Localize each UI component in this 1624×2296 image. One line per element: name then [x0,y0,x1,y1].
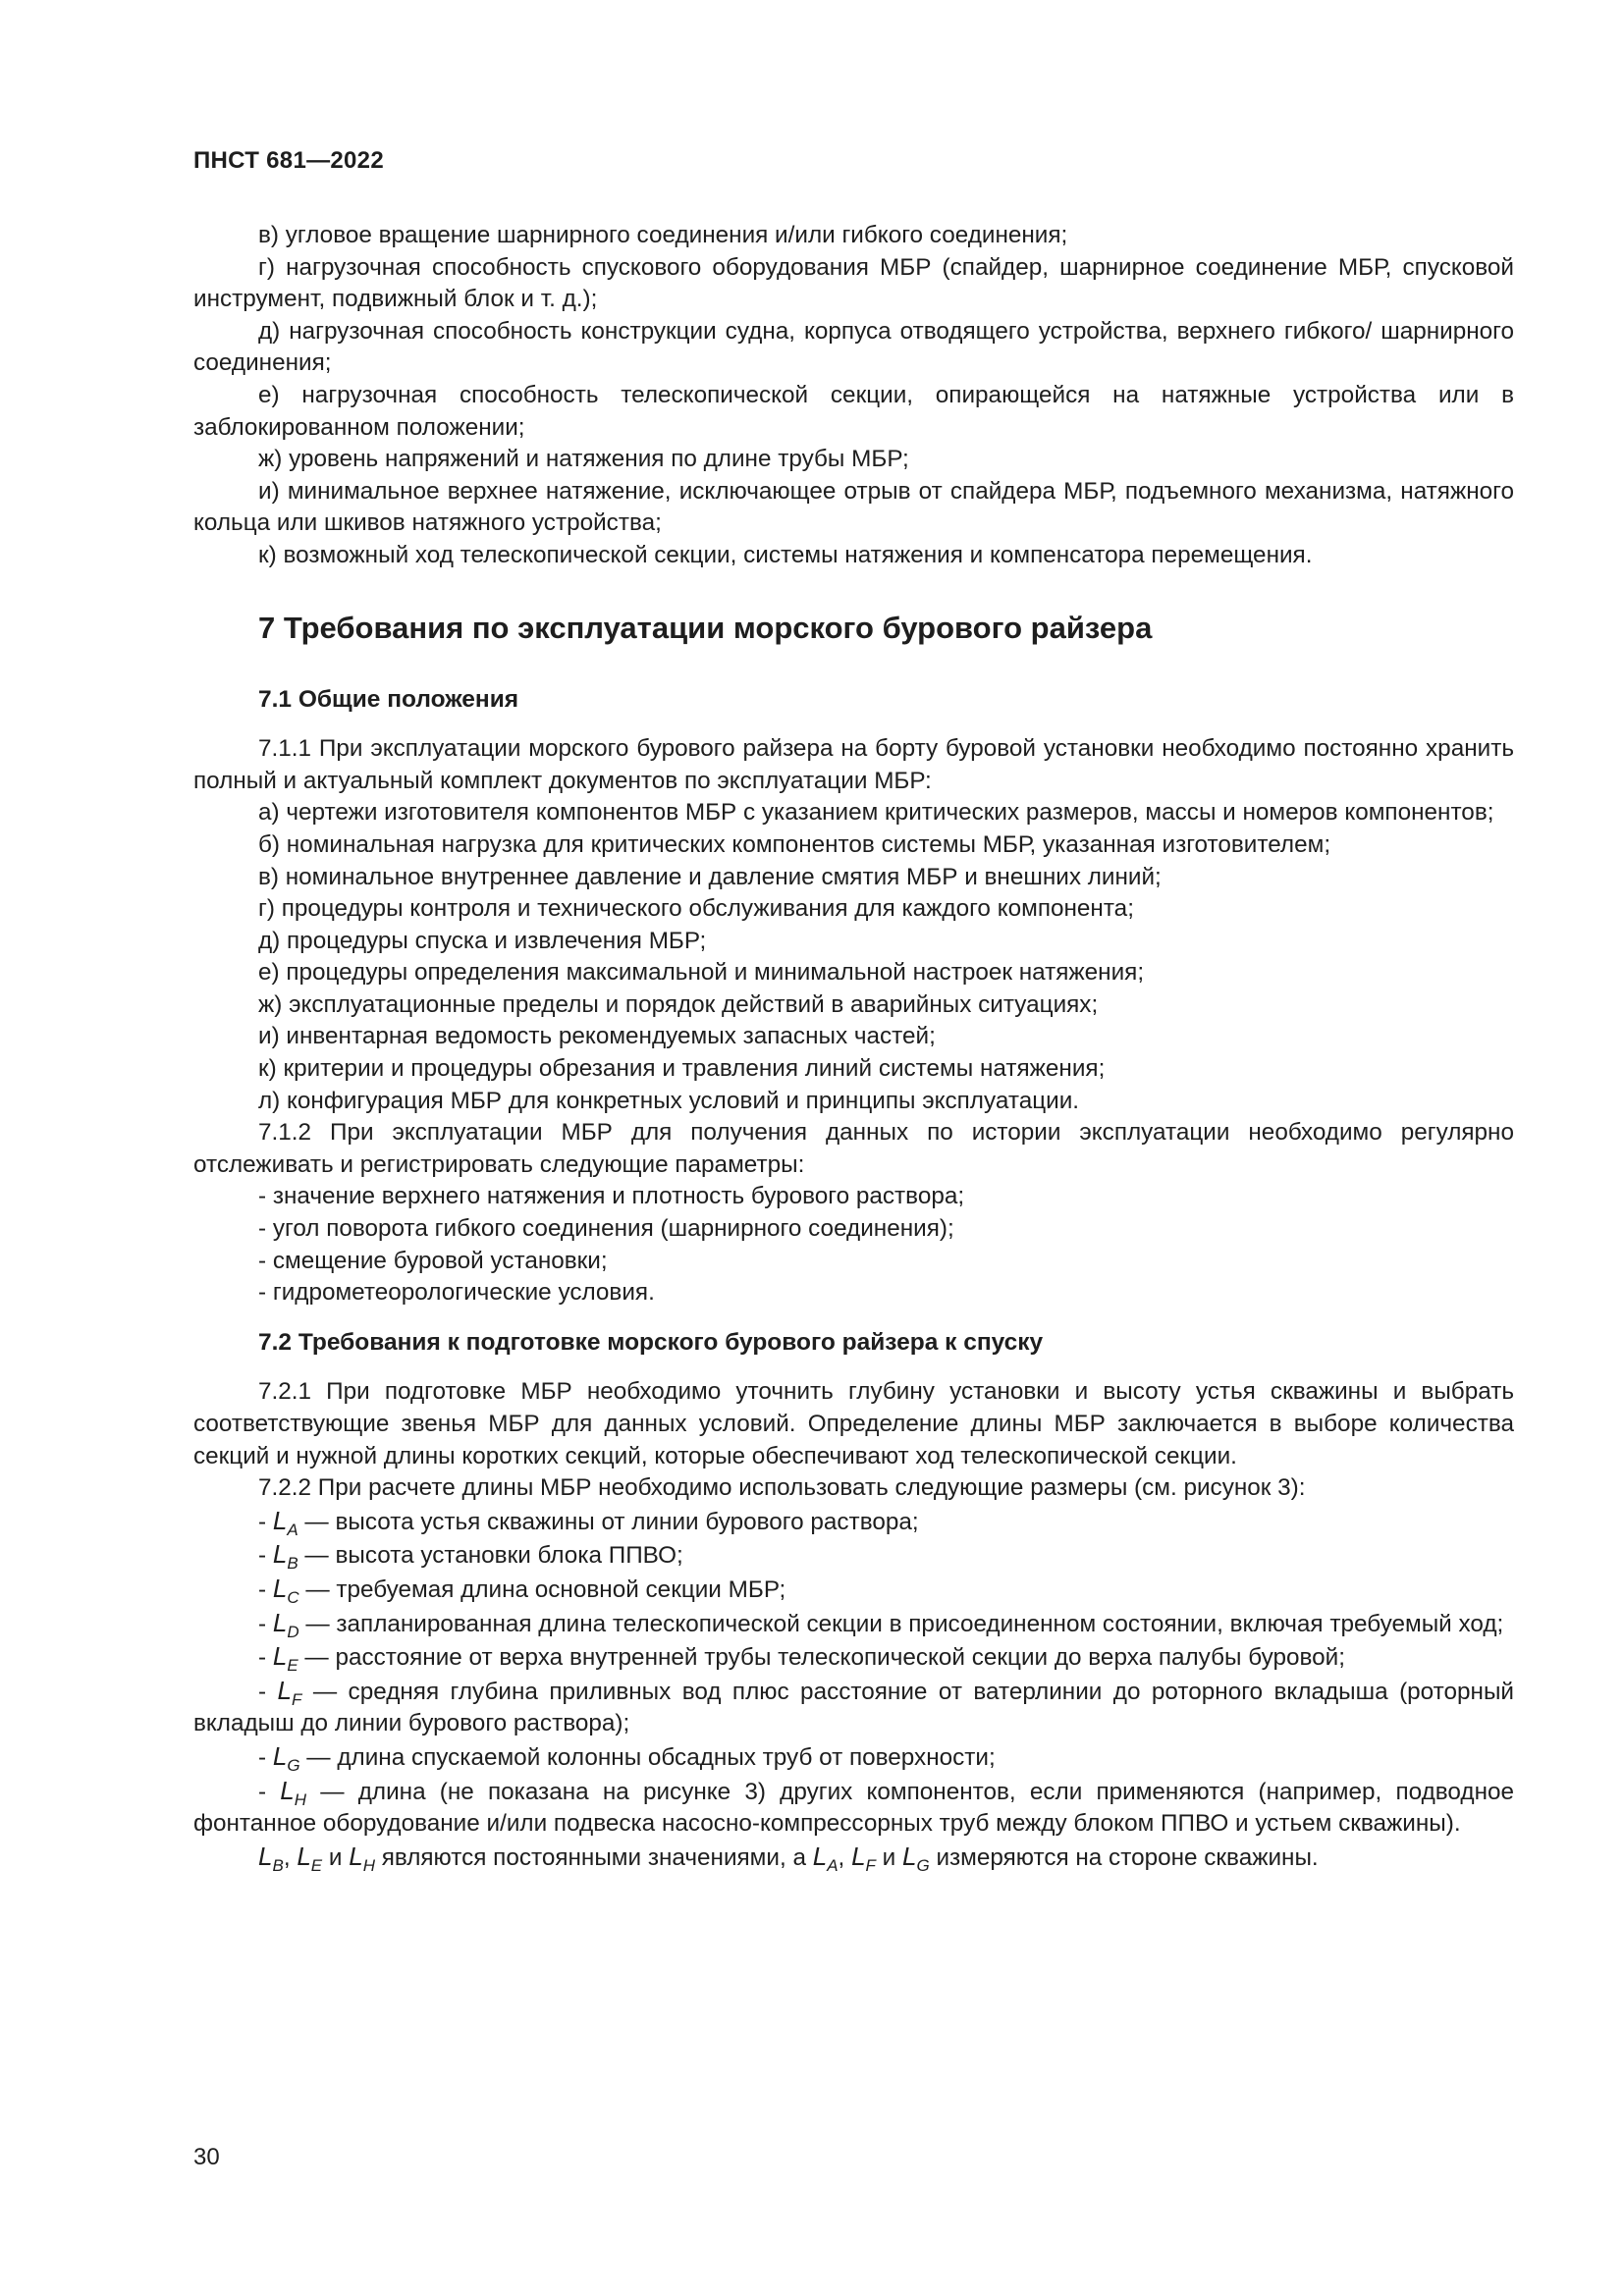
page-number: 30 [193,2144,220,2170]
list-item: ж) уровень напряжений и натяжения по длине трубы МБР; [258,446,909,473]
list-item: г) нагрузочная способность спускового оборудования МБР (спайдер, шарнирное соединение МБР, спусковой инструмент, подвижный блок и т. д.); [193,253,1514,313]
list-item: г) процедуры контроля и технического обслуживания для каждого компонента; [258,895,1134,923]
dimension-item: - $L_A$ — высота устья скважины от линии бурового раствора; [258,1505,919,1539]
paragraph-7-1-1: 7.1.1 При эксплуатации морского бурового райзера на борту буровой установки необходимо постоянно хранить полный и актуальный комплект документов по эксплуатации МБР: [193,735,1514,794]
dash-item: - значение верхнего натяжения и плотность бурового раствора; [258,1183,965,1210]
list-item: б) номинальная нагрузка для критических компонентов системы МБР, указанная изготовителем; [258,830,1331,858]
paragraph-7-2-2: 7.2.2 При расчете длины МБР необходимо использовать следующие размеры (см. рисунок 3): [258,1474,1306,1502]
list-item: ж) эксплуатационные пределы и порядок действий в аварийных ситуациях; [258,990,1099,1018]
document-code: ПНСТ 681—2022 [193,147,384,174]
list-item: д) нагрузочная способность конструкции судна, корпуса отводящего устройства, верхнего гибкого/ шарнирного соединения; [193,317,1514,377]
list-item: е) нагрузочная способность телескопической секции, опирающейся на натяжные устройства или в заблокированном положении; [193,381,1514,441]
list-item: к) критерии и процедуры обрезания и травления линий системы натяжения; [258,1055,1106,1083]
list-item: к) возможный ход телескопической секции, системы натяжения и компенсатора перемещения. [258,541,1313,568]
list-item: и) инвентарная ведомость рекомендуемых запасных частей; [258,1023,936,1050]
dimension-item: - $L_F$ — средняя глубина приливных вод плюс расстояние от ватерлинии до роторного вкладыша (роторный вкладыш до линии бурового раствора); [193,1675,1514,1737]
list-item: и) минимальное верхнее натяжение, исключающее отрыв от спайдера МБР, подъемного механизма, натяжного кольца или шкивов натяжного устройства; [193,477,1514,537]
dimension-item: - $L_C$ — требуемая длина основной секции МБР; [258,1573,786,1607]
list-item: в) номинальное внутреннее давление и давление смятия МБР и внешних линий; [258,863,1162,890]
dimension-item: - $L_H$ — длина (не показана на рисунке 3) других компонентов, если применяются (например, подводное фонтанное оборудование и/или подвеска насосно-компрессорных труб между блоком ППВО и устьем скважины). [193,1775,1515,1838]
section-7-heading: 7 Требования по эксплуатации морского бурового райзера [258,610,1153,645]
list-item: а) чертежи изготовителя компонентов МБР с указанием критических размеров, массы и номеров компонентов; [258,799,1494,827]
dash-item: - угол поворота гибкого соединения (шарнирного соединения); [258,1215,954,1243]
dimension-item: - $L_D$ — запланированная длина телескопической секции в присоединенном состоянии, включая требуемый ход; [258,1607,1504,1641]
dash-item: - гидрометеорологические условия. [258,1279,655,1307]
dimension-summary: $L_B$, $L_E$ и $L_H$ являются постоянными значениями, а $L_A$, $L_F$ и $L_G$ измеряются на стороне скважины. [258,1841,1319,1875]
dimension-item: - $L_E$ — расстояние от верха внутренней трубы телескопической секции до верха палубы буровой; [258,1641,1345,1676]
list-item: в) угловое вращение шарнирного соединения и/или гибкого соединения; [258,222,1068,248]
section-7-1-heading: 7.1 Общие положения [258,685,519,713]
list-item: е) процедуры определения максимальной и минимальной настроек натяжения; [258,959,1145,987]
dimension-item: - $L_B$ — высота установки блока ППВО; [258,1539,683,1574]
paragraph-7-1-2: 7.1.2 При эксплуатации МБР для получения данных по истории эксплуатации необходимо регулярно отслеживать и регистрировать следующие параметры: [193,1119,1514,1178]
section-7-2-heading: 7.2 Требования к подготовке морского бурового райзера к спуску [258,1328,1044,1356]
page-body [193,220,1514,1874]
paragraph-7-2-1: 7.2.1 При подготовке МБР необходимо уточнить глубину установки и высоту устья скважины и выбрать соответствующие звенья МБР для данных условий. Определение длины МБР заключается в выборе количества секций и нужной длины коротких секций, которые обеспечивают ход телескопической секции. [193,1378,1514,1469]
list-item: л) конфигурация МБР для конкретных условий и принципы эксплуатации. [258,1087,1080,1114]
list-item: д) процедуры спуска и извлечения МБР; [258,927,707,954]
dash-item: - смещение буровой установки; [258,1247,608,1274]
dimension-item: - $L_G$ — длина спускаемой колонны обсадных труб от поверхности; [258,1740,996,1775]
